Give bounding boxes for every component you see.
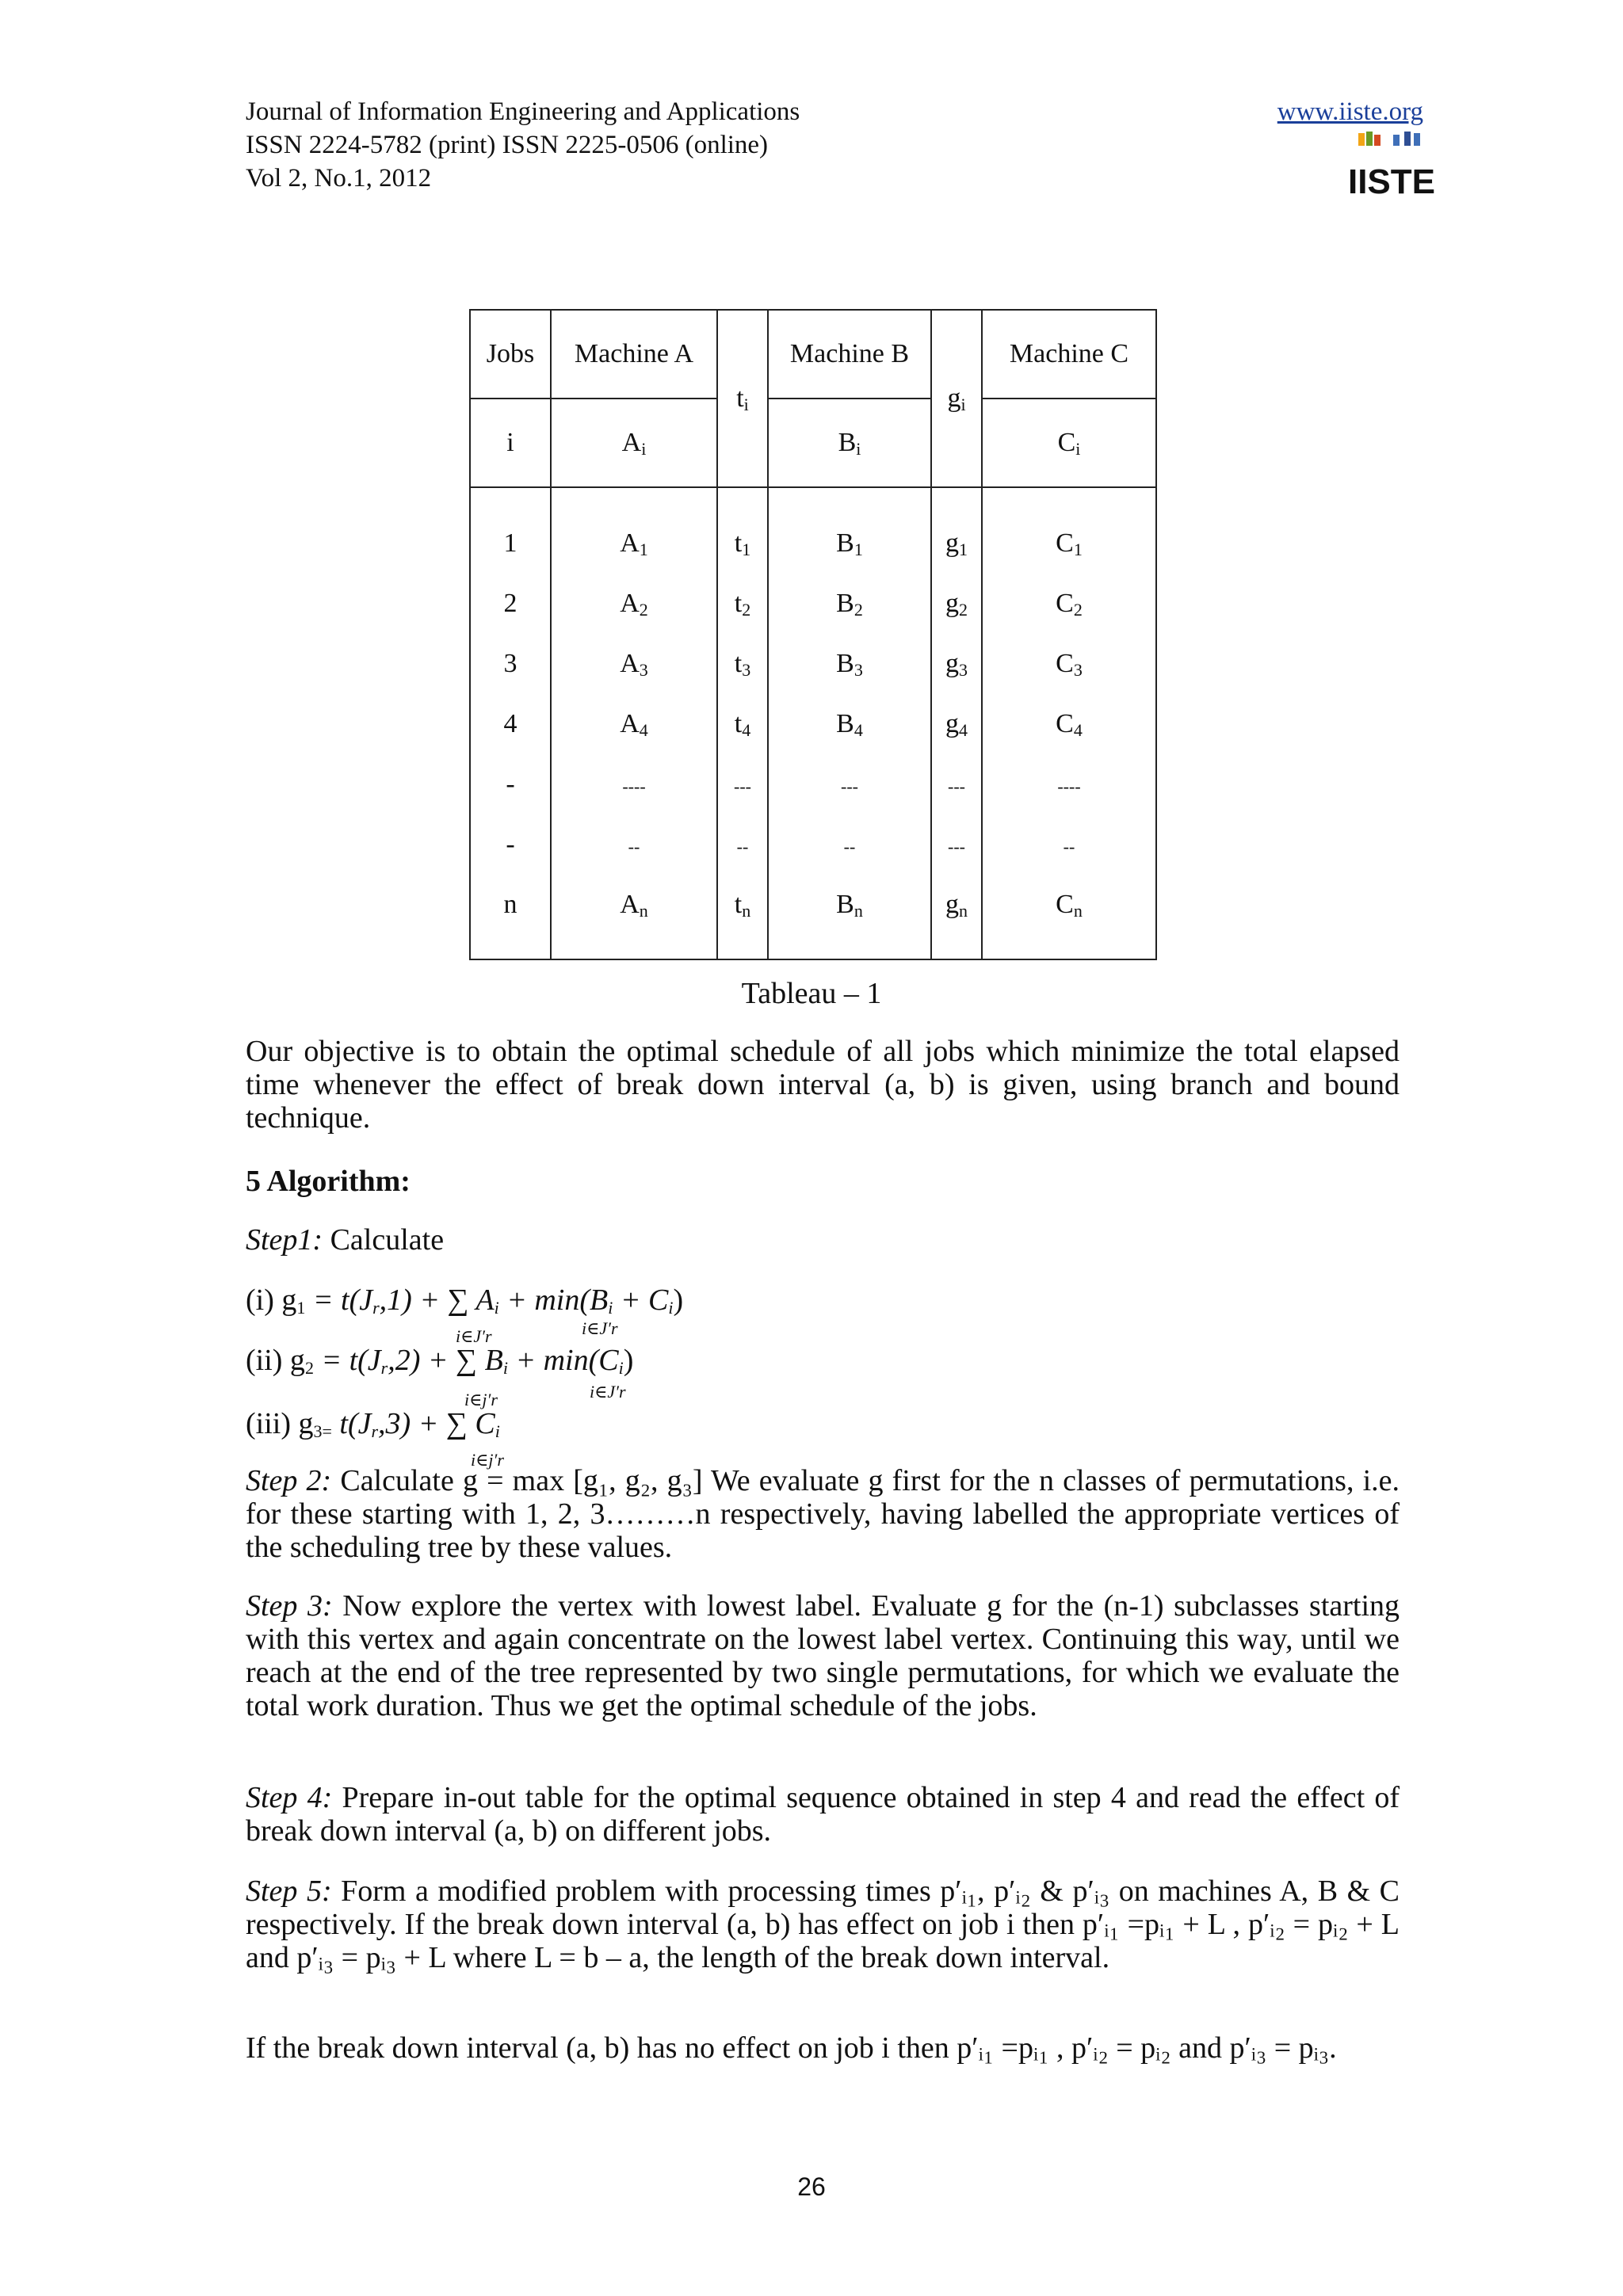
objective-paragraph: Our objective is to obtain the optimal schedule of all jobs which minimize the total elapsed time whenever the effect of break down interval (a, b) is given, using branch and bound technique. bbox=[246, 1035, 1400, 1135]
header-i: i bbox=[470, 399, 551, 487]
table-row bbox=[470, 574, 1156, 634]
formula-2: (ii) $g_2 = t(J_r,2)$ + ∑ $B_i + \min(C_i)$ bbox=[246, 1344, 634, 1378]
step1-label: Step1: bbox=[246, 1223, 323, 1257]
step3-paragraph: Step 3: Now explore the vertex with lowest label. Evaluate g for the (n-1) subclasses starting with this vertex and again concentrate on the lowest label vertex. Continuing this way, until we reach at the end of the tree represented by two single permutations, for which we evaluate the total work duration. Thus we get the optimal schedule of the jobs. bbox=[246, 1589, 1400, 1722]
cell-job: 2 bbox=[470, 574, 551, 634]
cell-t: $t_4$ bbox=[717, 694, 768, 754]
cell-b: --- bbox=[768, 754, 931, 814]
cell-job: - bbox=[470, 814, 551, 875]
table-caption: Tableau – 1 bbox=[741, 977, 882, 1010]
cell-t: $t_1$ bbox=[717, 487, 768, 574]
header-machine-b: Machine B bbox=[768, 310, 931, 399]
journal-volume: Vol 2, No.1, 2012 bbox=[246, 164, 432, 193]
cell-g: $g_3$ bbox=[931, 634, 982, 694]
cell-a: $A_1$ bbox=[551, 487, 717, 574]
iiste-logo bbox=[1347, 130, 1436, 201]
table-row bbox=[470, 487, 1156, 574]
section-title: 5 Algorithm: bbox=[246, 1165, 411, 1198]
cell-job: 4 bbox=[470, 694, 551, 754]
journal-header bbox=[246, 95, 800, 195]
cell-g: $g_4$ bbox=[931, 694, 982, 754]
cell-c: $C_1$ bbox=[982, 487, 1156, 574]
cell-g: $g_1$ bbox=[931, 487, 982, 574]
cell-t: -- bbox=[717, 814, 768, 875]
formula-1-under-sum: i∈J′r bbox=[456, 1326, 492, 1346]
cell-t: $t_n$ bbox=[717, 875, 768, 959]
cell-job: 3 bbox=[470, 634, 551, 694]
step2-paragraph: Step 2: Calculate g = max [g₁, g₂, g₃] We evaluate g first for the n classes of permutations, i.e. for these starting with 1, 2, 3………n respectively, having labelled the appropriate vertices of the scheduling tree by these values. bbox=[246, 1464, 1400, 1564]
cell-t: $t_2$ bbox=[717, 574, 768, 634]
step1-text: Calculate bbox=[323, 1223, 445, 1257]
cell-c: $C_n$ bbox=[982, 875, 1156, 959]
header-a-i: $A_i$ bbox=[551, 399, 717, 487]
schedule-table bbox=[469, 309, 1157, 960]
cell-g: --- bbox=[931, 754, 982, 814]
table-row bbox=[470, 814, 1156, 875]
logo-lettering: IISTE bbox=[1347, 162, 1436, 201]
journal-url-link[interactable]: www.iiste.org bbox=[1277, 97, 1423, 126]
cell-t: --- bbox=[717, 754, 768, 814]
cell-g: $g_2$ bbox=[931, 574, 982, 634]
cell-a: $A_3$ bbox=[551, 634, 717, 694]
formula-1: (i) $g_1 = t(J_r,1)$ + ∑ $A_i + \min(B_i + C_i)$ bbox=[246, 1283, 684, 1318]
cell-b: -- bbox=[768, 814, 931, 875]
header-machine-c: Machine C bbox=[982, 310, 1156, 399]
table-row bbox=[470, 875, 1156, 959]
cell-a: $A_2$ bbox=[551, 574, 717, 634]
cell-a: -- bbox=[551, 814, 717, 875]
table-row bbox=[470, 754, 1156, 814]
table-row bbox=[470, 694, 1156, 754]
header-machine-a: Machine A bbox=[551, 310, 717, 399]
cell-b: $B_4$ bbox=[768, 694, 931, 754]
cell-job: n bbox=[470, 875, 551, 959]
cell-b: $B_3$ bbox=[768, 634, 931, 694]
page-number: 26 bbox=[797, 2172, 826, 2201]
cell-a: ---- bbox=[551, 754, 717, 814]
step4-paragraph: Step 4: Prepare in-out table for the optimal sequence obtained in step 4 and read the effect of break down interval (a, b) on different jobs. bbox=[246, 1781, 1400, 1848]
cell-c: ---- bbox=[982, 754, 1156, 814]
cell-c: -- bbox=[982, 814, 1156, 875]
header-b-i: $B_i$ bbox=[768, 399, 931, 487]
journal-issn: ISSN 2224-5782 (print) ISSN 2225-0506 (online) bbox=[246, 131, 769, 159]
cell-t: $t_3$ bbox=[717, 634, 768, 694]
journal-title: Journal of Information Engineering and Applications bbox=[246, 97, 800, 126]
formula-3-under-sum: i∈j′r bbox=[471, 1450, 504, 1470]
cell-g: $g_n$ bbox=[931, 875, 982, 959]
formula-2-under-sum: i∈j′r bbox=[464, 1390, 498, 1409]
final-paragraph: If the break down interval (a, b) has no effect on job i then p′ᵢ₁ =pᵢ₁ , p′ᵢ₂ = pᵢ₂ and p′ᵢ₃ = pᵢ₃. bbox=[246, 2031, 1337, 2065]
header-t: $t_i$ bbox=[717, 310, 768, 487]
step5-paragraph: Step 5: Form a modified problem with processing times p′ᵢ₁, p′ᵢ₂ & p′ᵢ₃ on machines A, B & C respectively. If the break down interval (a, b) has effect on job i then p′ᵢ₁ =pᵢ₁ + L , p′ᵢ₂ = pᵢ₂ + L and p′ᵢ₃ = pᵢ₃ + L where L = b – a, the length of the break down interval. bbox=[246, 1875, 1400, 1974]
cell-a: $A_4$ bbox=[551, 694, 717, 754]
table-row bbox=[470, 634, 1156, 694]
formula-3: (iii) $g_{3=}$ $t(J_r,3)$ + ∑ $C_i$ bbox=[246, 1407, 500, 1441]
formula-2-under-min: i∈J′r bbox=[590, 1382, 626, 1402]
cell-c: $C_2$ bbox=[982, 574, 1156, 634]
formula-1-under-min: i∈J′r bbox=[582, 1318, 618, 1338]
header-g: $g_i$ bbox=[931, 310, 982, 487]
header-c-i: $C_i$ bbox=[982, 399, 1156, 487]
cell-job: - bbox=[470, 754, 551, 814]
cell-b: $B_1$ bbox=[768, 487, 931, 574]
cell-b: $B_2$ bbox=[768, 574, 931, 634]
cell-c: $C_3$ bbox=[982, 634, 1156, 694]
cell-c: $C_4$ bbox=[982, 694, 1156, 754]
cell-a: $A_n$ bbox=[551, 875, 717, 959]
cell-g: --- bbox=[931, 814, 982, 875]
step1-paragraph bbox=[246, 1223, 1400, 1257]
cell-job: 1 bbox=[470, 487, 551, 574]
cell-b: $B_n$ bbox=[768, 875, 931, 959]
header-jobs: Jobs bbox=[470, 310, 551, 399]
